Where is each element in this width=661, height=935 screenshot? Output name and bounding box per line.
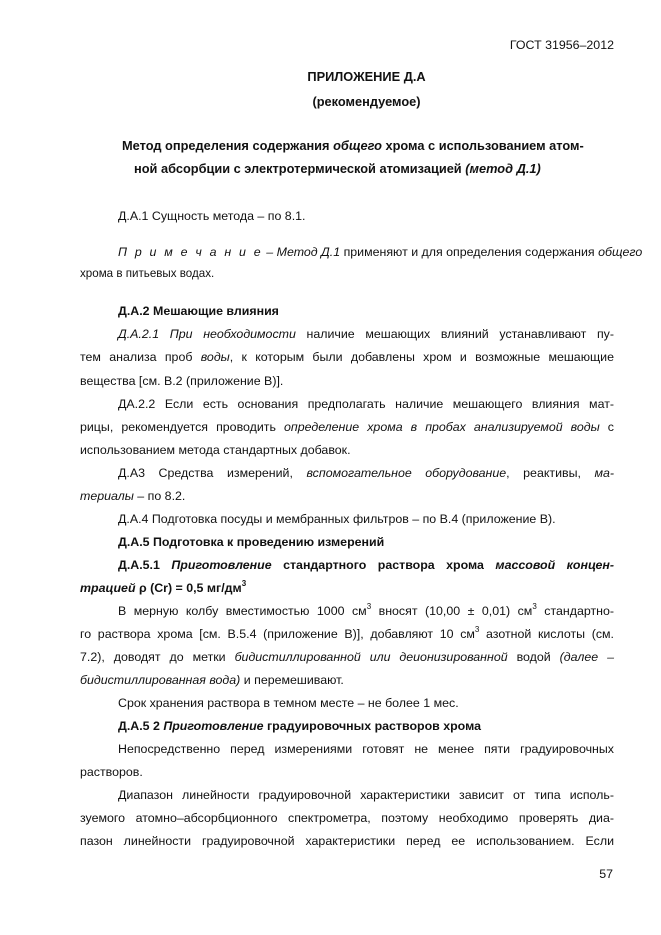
da5-p-line2: го раствора хрома [см. В.5.4 (приложение В)], добавляют 10 $см^3$ азотной кислоты (см. [80,624,614,641]
da2-p1-line3: вещества [см. В.2 (приложение В)]. [80,374,284,388]
da3-line2: териалы – по 8.2. [80,489,186,503]
da2-p1-line2: тем анализа проб воды, к которым были добавлены хром и возможные мешающие [80,350,614,364]
section-da2-heading: Д.А.2 Мешающие влияния [118,304,279,318]
da5-p-line4: бидистиллированная вода) и перемешивают. [80,673,344,687]
section-da5-heading: Д.А.5 Подготовка к проведению измерений [118,535,385,549]
note-line1: П р и м е ч а н и е – Метод Д.1 применяют и для определения содержания общего [118,245,643,259]
da5-1-heading-line1: Д.А.5.1 Приготовление стандартного раствора хрома массовой концен- [118,558,615,572]
da2-p2-line2: рицы, рекомендуется проводить определение хрома в пробах анализируемой воды с [80,420,614,434]
da3-line1: Д.А3 Средства измерений, вспомогательное оборудование, реактивы, ма- [118,466,614,480]
appendix-subtitle: (рекомендуемое) [312,94,421,109]
da5-p2-line1: Непосредственно перед измерениями готовят не менее пяти градуировочных [118,742,614,756]
da5-1-heading-line2: трацией ρ (Cr) = 0,5 $мг/дм^3$ [80,578,247,595]
section-da1: Д.А.1 Сущность метода – по 8.1. [118,209,306,223]
document-code: ГОСТ 31956–2012 [509,38,614,52]
method-title-line1: Метод определения содержания общего хрома с использованием атом- [122,138,584,153]
da5-p2-line2: растворов. [80,765,143,779]
storage-note: Срок хранения раствора в темном месте – не более 1 мес. [118,696,459,710]
da5-p-line1: В мерную колбу вместимостью 1000 $см^3$ вносят (10,00 ± 0,01) $см^3$ стандартно- [118,601,615,618]
appendix-title: ПРИЛОЖЕНИЕ Д.А [307,69,426,84]
page-number: 57 [599,867,613,881]
section-da4: Д.А.4 Подготовка посуды и мембранных фильтров – по В.4 (приложение В). [118,512,556,526]
da2-p1-line1: Д.А.2.1 При необходимости наличие мешающих влияний устанавливают пу- [118,327,614,341]
da5-p3-line2: зуемого атомно–абсорбционного спектрометра, поэтому необходимо проверять диа- [80,811,614,825]
da5-2-heading: Д.А.5 2 Приготовление градуировочных растворов хрома [118,719,481,733]
note-line2: хрома в питьевых водах. [80,267,215,280]
da5-p-line3: 7.2), доводят до метки бидистиллированной или деионизированной водой (далее – [80,650,614,664]
da5-p3-line1: Диапазон линейности градуировочной характеристики зависит от типа исполь- [118,788,614,802]
da2-p2-line3: использованием метода стандартных добавок. [80,443,351,457]
da5-p3-line3: пазон линейности градуировочной характеристики перед ее использованием. Если [80,834,614,848]
da2-p2-line1: ДА.2.2 Если есть основания предполагать наличие мешающего влияния мат- [118,397,614,411]
method-title-line2: ной абсорбции с электротермической атомизацией (метод Д.1) [134,161,541,176]
